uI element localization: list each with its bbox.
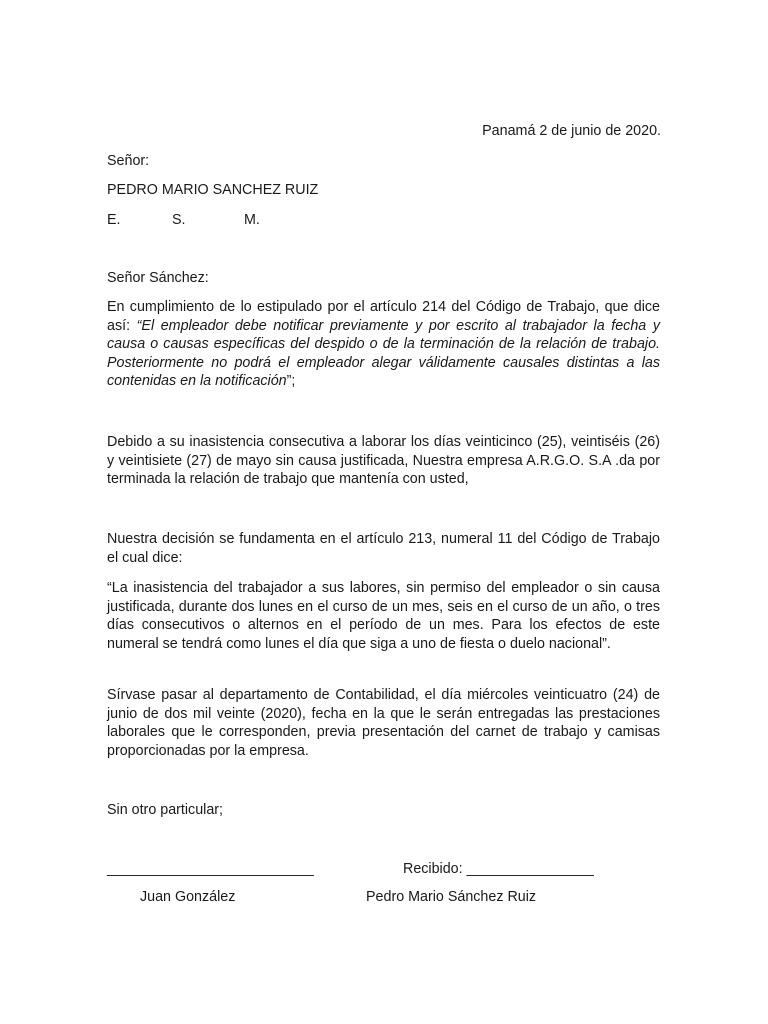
signature-line: __________________________ — [107, 861, 314, 877]
paragraph-absence: Debido a su inasistencia consecutiva a laborar los días veinticinco (25), veintiséis (26) y veintisiete (27) de mayo sin causa justificada, Nuestra empresa A.R.G.O. S.A .da por terminada la relación de trabajo que mantenía con usted, — [107, 434, 660, 487]
recipient-signature-name: Pedro Mario Sánchez Ruiz — [366, 889, 537, 905]
recipient-name: PEDRO MARIO SANCHEZ RUIZ — [107, 182, 319, 198]
paragraph-instructions: Sírvase pasar al departamento de Contabilidad, el día miércoles veinticuatro (24) de junio de dos mil veinte (2020), fecha en la que le serán entregadas las prestaciones laborales que le corresponden, previa presentación del carnet de trabajo y camisas proporcionadas por la empresa. — [107, 687, 660, 759]
paragraph-article-213: Nuestra decisión se fundamenta en el artículo 213, numeral 11 del Código de Trabajo el cual dice: — [107, 531, 660, 566]
letter-date: Panamá 2 de junio de 2020. — [482, 123, 661, 139]
paragraph-1-intro: En cumplimiento de lo estipulado por el artículo 214 del Código de Trabajo, que dice así: — [107, 299, 660, 334]
esm-e: E. — [107, 212, 121, 228]
paragraph-quote-213: “La inasistencia del trabajador a sus labores, sin permiso del empleador o sin causa justificada, durante dos lunes en el curso de un mes, seis en el curso de un año, o tres días consecutivos o alternos en el período de un mes. Para los efectos de este numeral se tendrá como lunes el día que siga a uno de fiesta o duelo nacional”. — [107, 580, 660, 652]
esm-m: M. — [244, 212, 260, 228]
esm-abbreviation — [107, 211, 307, 229]
paragraph-1-quote: “El empleador debe notificar previamente y por escrito al trabajador la fecha y causa o causas específicas del despido o de la terminación de la relación de trabajo. Posteriormente no podrá el empleador alegar válidamente causales distintas a las contenidas en la notificación — [107, 317, 660, 389]
paragraph-article-214 — [107, 298, 660, 391]
paragraph-1-end: ”; — [286, 373, 296, 389]
greeting: Señor Sánchez: — [107, 270, 209, 286]
esm-s: S. — [172, 212, 186, 228]
closing: Sin otro particular; — [107, 802, 224, 818]
signer-name: Juan González — [140, 889, 236, 905]
received-field: Recibido: ________________ — [403, 861, 594, 877]
salutation-title: Señor: — [107, 153, 150, 169]
